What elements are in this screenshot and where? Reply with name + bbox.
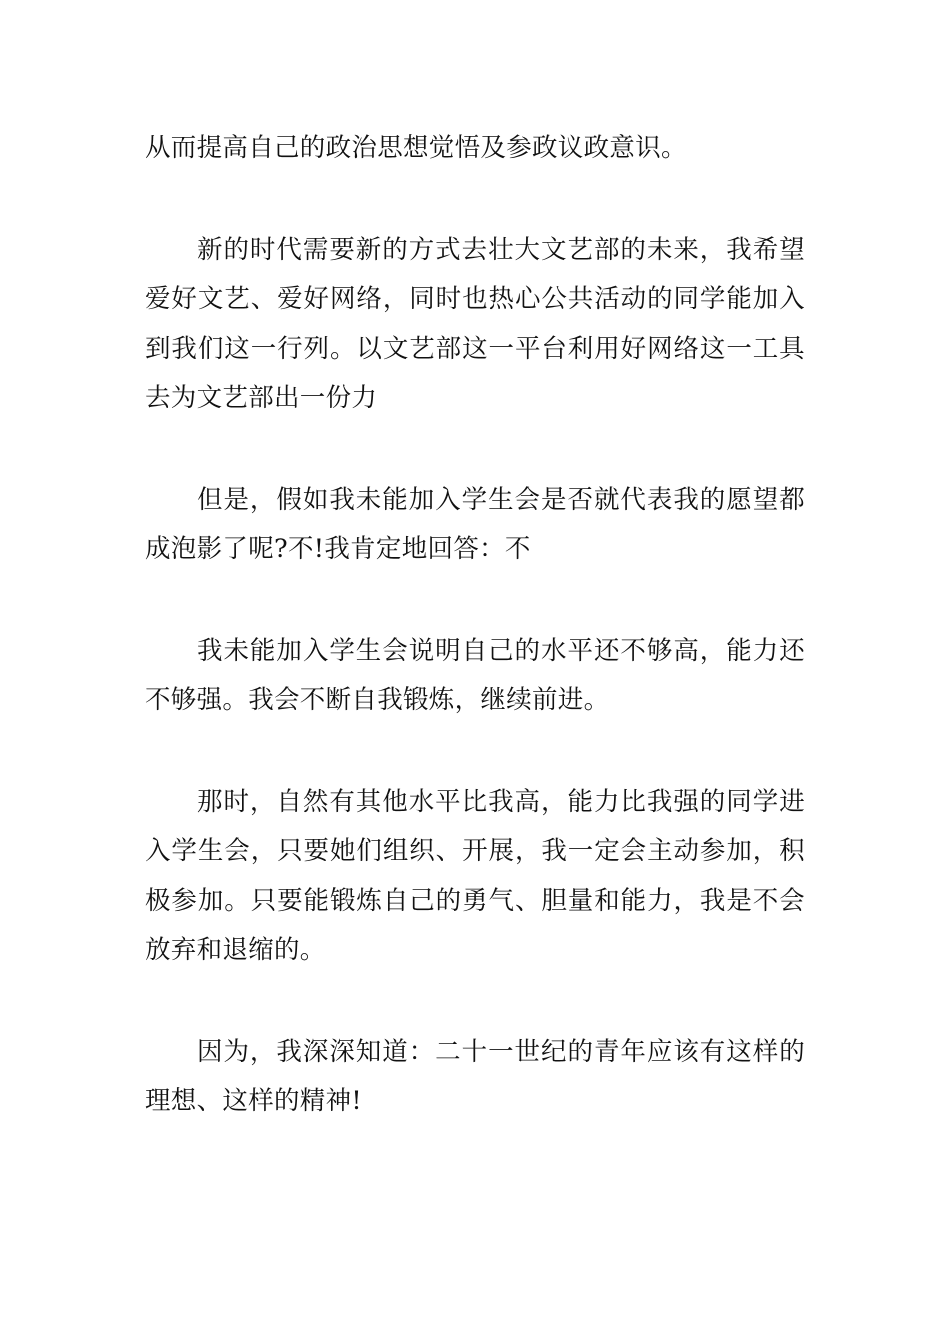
paragraph: 我未能加入学生会说明自己的水平还不够高，能力还不够强。我会不断自我锻炼，继续前进。 xyxy=(145,635,805,715)
paragraph: 新的时代需要新的方式去壮大文艺部的未来，我希望爱好文艺、爱好网络，同时也热心公共活动的同学能加入到我们这一行列。以文艺部这一平台利用好网络这一工具去为文艺部出一份力 xyxy=(145,234,805,413)
paragraph: 但是，假如我未能加入学生会是否就代表我的愿望都成泡影了呢?不!我肯定地回答：不 xyxy=(145,484,805,564)
paragraph: 从而提高自己的政治思想觉悟及参政议政意识。 xyxy=(145,133,687,163)
document-body xyxy=(145,124,805,1179)
paragraph: 那时，自然有其他水平比我高，能力比我强的同学进入学生会，只要她们组织、开展，我一定会主动参加，积极参加。只要能锻炼自己的勇气、胆量和能力，我是不会放弃和退缩的。 xyxy=(145,786,805,965)
paragraph: 因为，我深深知道：二十一世纪的青年应该有这样的理想、这样的精神! xyxy=(145,1036,805,1116)
